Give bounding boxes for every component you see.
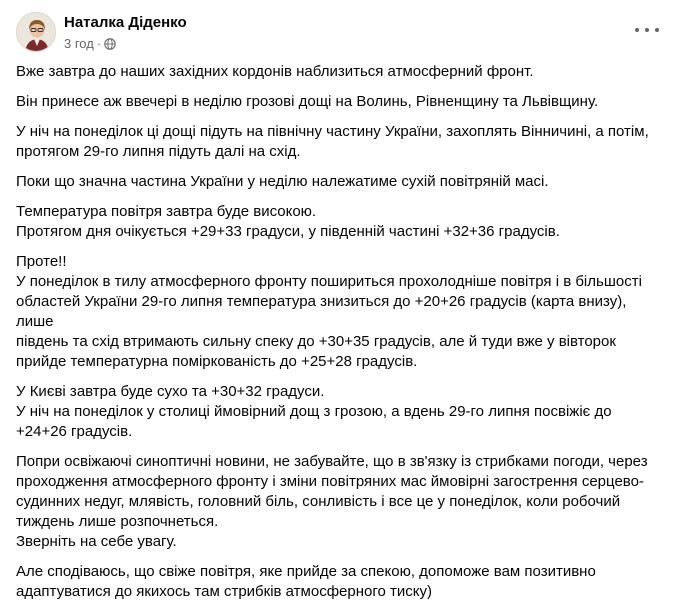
post-paragraph xyxy=(16,92,666,112)
post-text-line: протягом 29-го липня підуть далі на схід. xyxy=(16,143,301,160)
post-paragraph xyxy=(16,562,666,602)
post-text-line: проходження атмосферного фронту і зміни повітряних мас ймовірні загострення серцево- xyxy=(16,473,644,490)
post-time[interactable]: 3 год xyxy=(64,36,94,51)
post-meta xyxy=(64,36,116,51)
post-text-line: Вже завтра до наших західних кордонів наблизиться атмосферний фронт. xyxy=(16,63,534,80)
post-paragraph xyxy=(16,172,666,192)
more-options-icon[interactable] xyxy=(635,22,659,38)
post-text-line: Але сподіваюсь, що свіже повітря, яке прийде за спекою, допоможе вам позитивно xyxy=(16,563,596,580)
post-text-line: Поки що значна частина України у неділю належатиме сухій повітряній масі. xyxy=(16,173,549,190)
avatar[interactable] xyxy=(16,12,56,52)
post-paragraph xyxy=(16,202,666,242)
post-text-line: Попри освіжаючі синоптичні новини, не забувайте, що в зв'язку із стрибками погоди, через xyxy=(16,453,648,470)
post-body xyxy=(16,62,666,612)
post-text-line: Він принесе аж ввечері в неділю грозові дощі на Волинь, Рівненщину та Львівщину. xyxy=(16,93,599,110)
post-text-line: Проте!! xyxy=(16,253,67,270)
post-paragraph xyxy=(16,62,666,82)
avatar-image xyxy=(17,13,56,52)
globe-icon[interactable] xyxy=(104,38,116,50)
post-text-line: +24+26 градусів. xyxy=(16,423,133,440)
author-name[interactable]: Наталка Діденко xyxy=(64,14,187,31)
more-dot xyxy=(655,28,659,32)
post-text-line: прийде температурна поміркованість до +25+28 градусів. xyxy=(16,353,418,370)
post-text-line: У понеділок в тилу атмосферного фронту пошириться прохолодніше повітря і в більшості xyxy=(16,273,642,290)
post-text-line: південь та схід втримають сильну спеку до +30+35 градусів, але й туди вже у вівторок xyxy=(16,333,616,350)
post-text-line: Температура повітря завтра буде високою. xyxy=(16,203,317,220)
post-text-line: адаптуватися до якихось там стрибків атмосферного тиску) xyxy=(16,583,432,600)
post-text-line: Протягом дня очікується +29+33 градуси, у південній частині +32+36 градусів. xyxy=(16,223,560,240)
more-dot xyxy=(635,28,639,32)
post-paragraph xyxy=(16,452,666,552)
post-header xyxy=(16,12,669,56)
post-text-line: тиждень лише розпочнеться. xyxy=(16,513,219,530)
post-paragraph xyxy=(16,252,666,372)
post-text-line: У ніч на понеділок у столиці ймовірний дощ з грозою, а вдень 29-го липня посвіжіє до xyxy=(16,403,612,420)
post-text-line: У ніч на понеділок ці дощі підуть на північну частину України, захоплять Вінничині, а потім, xyxy=(16,123,649,140)
post-paragraph xyxy=(16,382,666,442)
meta-separator: · xyxy=(96,36,102,51)
post-paragraph xyxy=(16,122,666,162)
post-text-line: Зверніть на себе увагу. xyxy=(16,533,177,550)
more-dot xyxy=(645,28,649,32)
post-text-line: судинних недуг, млявість, головний біль, сонливість і все це у понеділок, коли робочий xyxy=(16,493,621,510)
post-text-line: У Києві завтра буде сухо та +30+32 градуси. xyxy=(16,383,325,400)
post-text-line: областей України 29-го липня температура знизиться до +20+26 градусів (карта внизу), лише xyxy=(16,293,627,330)
